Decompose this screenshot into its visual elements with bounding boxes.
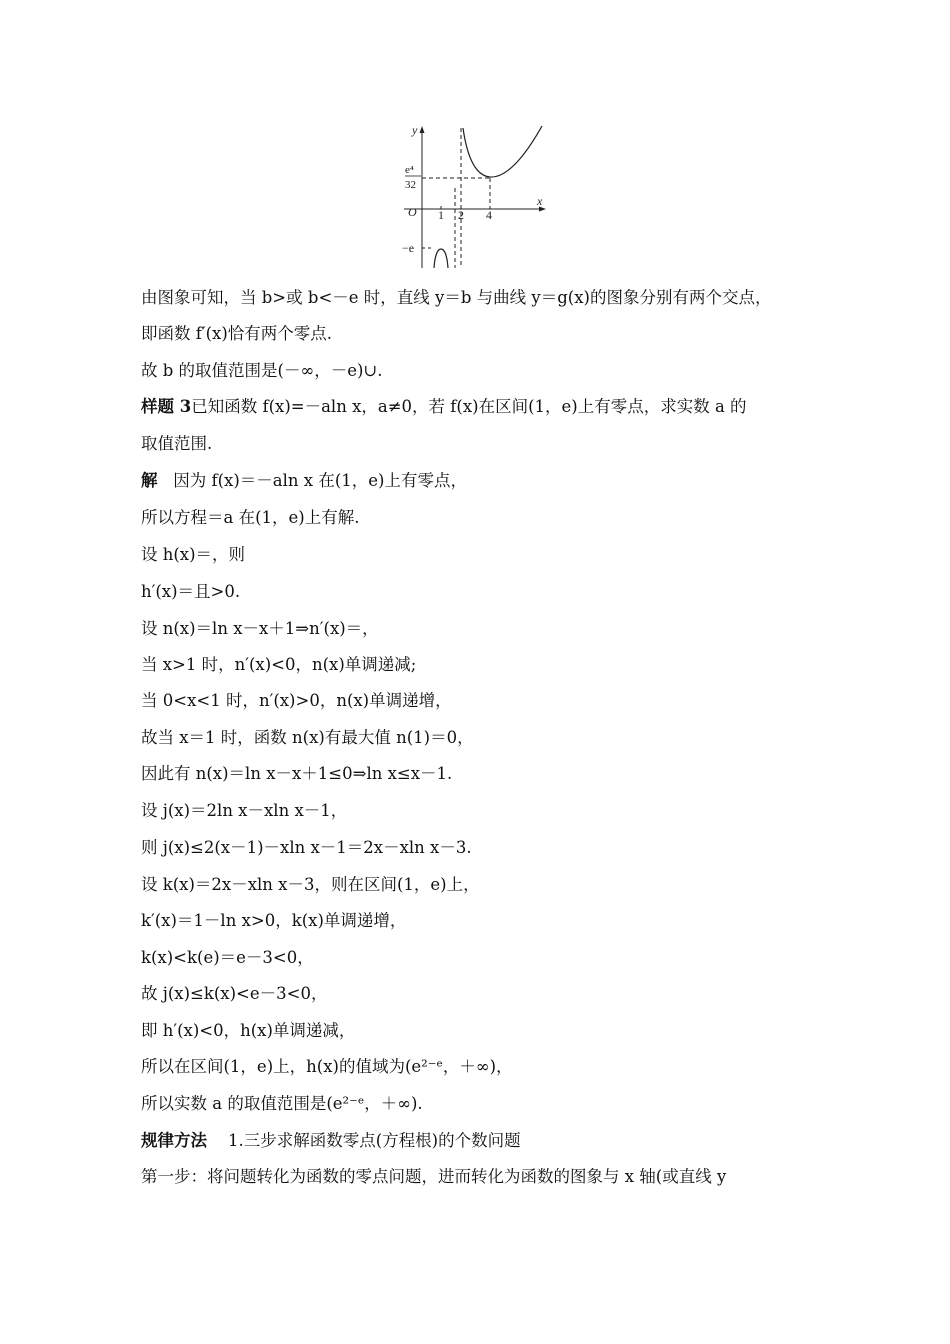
x-axis-label: x (537, 194, 543, 208)
text-line-12: 当 0<x<1 时，n′(x)>0，n(x)单调递增， (141, 691, 452, 710)
method-label: 规律方法 (141, 1131, 207, 1150)
text-line-3: 故 b 的取值范围是(－∞，－e)∪. (141, 361, 383, 380)
text-line-7: 所以方程＝a 在(1，e)上有解. (141, 508, 360, 527)
text-line-22: 所以在区间(1，e)上，h(x)的值域为(e²⁻ᵉ，＋∞)， (141, 1057, 513, 1076)
text-line-13: 故当 x＝1 时，函数 n(x)有最大值 n(1)＝0， (141, 728, 474, 747)
y-tick-top-den: 32 (405, 179, 416, 191)
text-line-19: k(x)<k(e)＝e－3<0， (141, 948, 314, 967)
text-line-16: 则 j(x)≤2(x－1)－xln x－1＝2x－xln x－3. (141, 838, 472, 857)
text-line-9: h′(x)＝且>0. (141, 582, 241, 601)
text-line-23: 所以实数 a 的取值范围是(e²⁻ᵉ，＋∞). (141, 1094, 423, 1113)
text-line-11: 当 x>1 时，n′(x)<0，n(x)单调递减; (141, 655, 417, 674)
y-tick-top-num: e⁴ (405, 164, 414, 176)
curve-right (463, 126, 542, 177)
text-line-10: 设 n(x)＝ln x－x＋1⇒n′(x)＝， (141, 619, 379, 638)
method-line (141, 1131, 521, 1151)
text-line-1: 由图象可知，当 b>或 b<－e 时，直线 y＝b 与曲线 y＝g(x)的图象分别有两个交点， (141, 288, 772, 307)
function-graph (396, 118, 556, 272)
solution-line (141, 471, 467, 491)
text-line-2: 即函数 f′(x)恰有两个零点. (141, 324, 333, 343)
x-tick-4: 4 (486, 208, 492, 222)
curve-left (434, 249, 448, 268)
text-line-5: 取值范围. (141, 434, 213, 453)
text-line-21: 即 h′(x)<0，h(x)单调递减， (141, 1021, 356, 1040)
solution-label: 解 (141, 471, 158, 490)
example-label: 样题 3 (141, 397, 192, 416)
text-line-17: 设 k(x)＝2x－xln x－3，则在区间(1，e)上， (141, 875, 480, 894)
x-tick-1: 1 (438, 208, 444, 222)
text-line-20: 故 j(x)≤k(x)<e－3<0， (141, 984, 328, 1003)
y-axis-label: y (412, 123, 418, 137)
origin-label: O (408, 205, 417, 219)
method-text: 1.三步求解函数零点(方程根)的个数问题 (227, 1131, 521, 1150)
text-line-14: 因此有 n(x)＝ln x－x＋1≤0⇒ln x≤x－1. (141, 764, 453, 783)
text-line-15: 设 j(x)＝2ln x－xln x－1， (141, 801, 348, 820)
example-text: 已知函数 f(x)=－aln x，a≠0，若 f(x)在区间(1，e)上有零点，求实数 a 的 (191, 397, 747, 416)
example-line (141, 397, 747, 417)
text-line-18: k′(x)＝1－ln x>0，k(x)单调递增， (141, 911, 407, 930)
y-tick-bottom: −e (402, 241, 415, 255)
y-axis-arrow (420, 126, 425, 133)
text-line-8: 设 h(x)＝，则 (141, 545, 246, 564)
text-line-25: 第一步：将问题转化为函数的零点问题，进而转化为函数的图象与 x 轴(或直线 y (141, 1167, 727, 1186)
solution-text: 因为 f(x)＝－aln x 在(1，e)上有零点， (173, 471, 467, 490)
x-tick-2: 2 (458, 208, 464, 222)
